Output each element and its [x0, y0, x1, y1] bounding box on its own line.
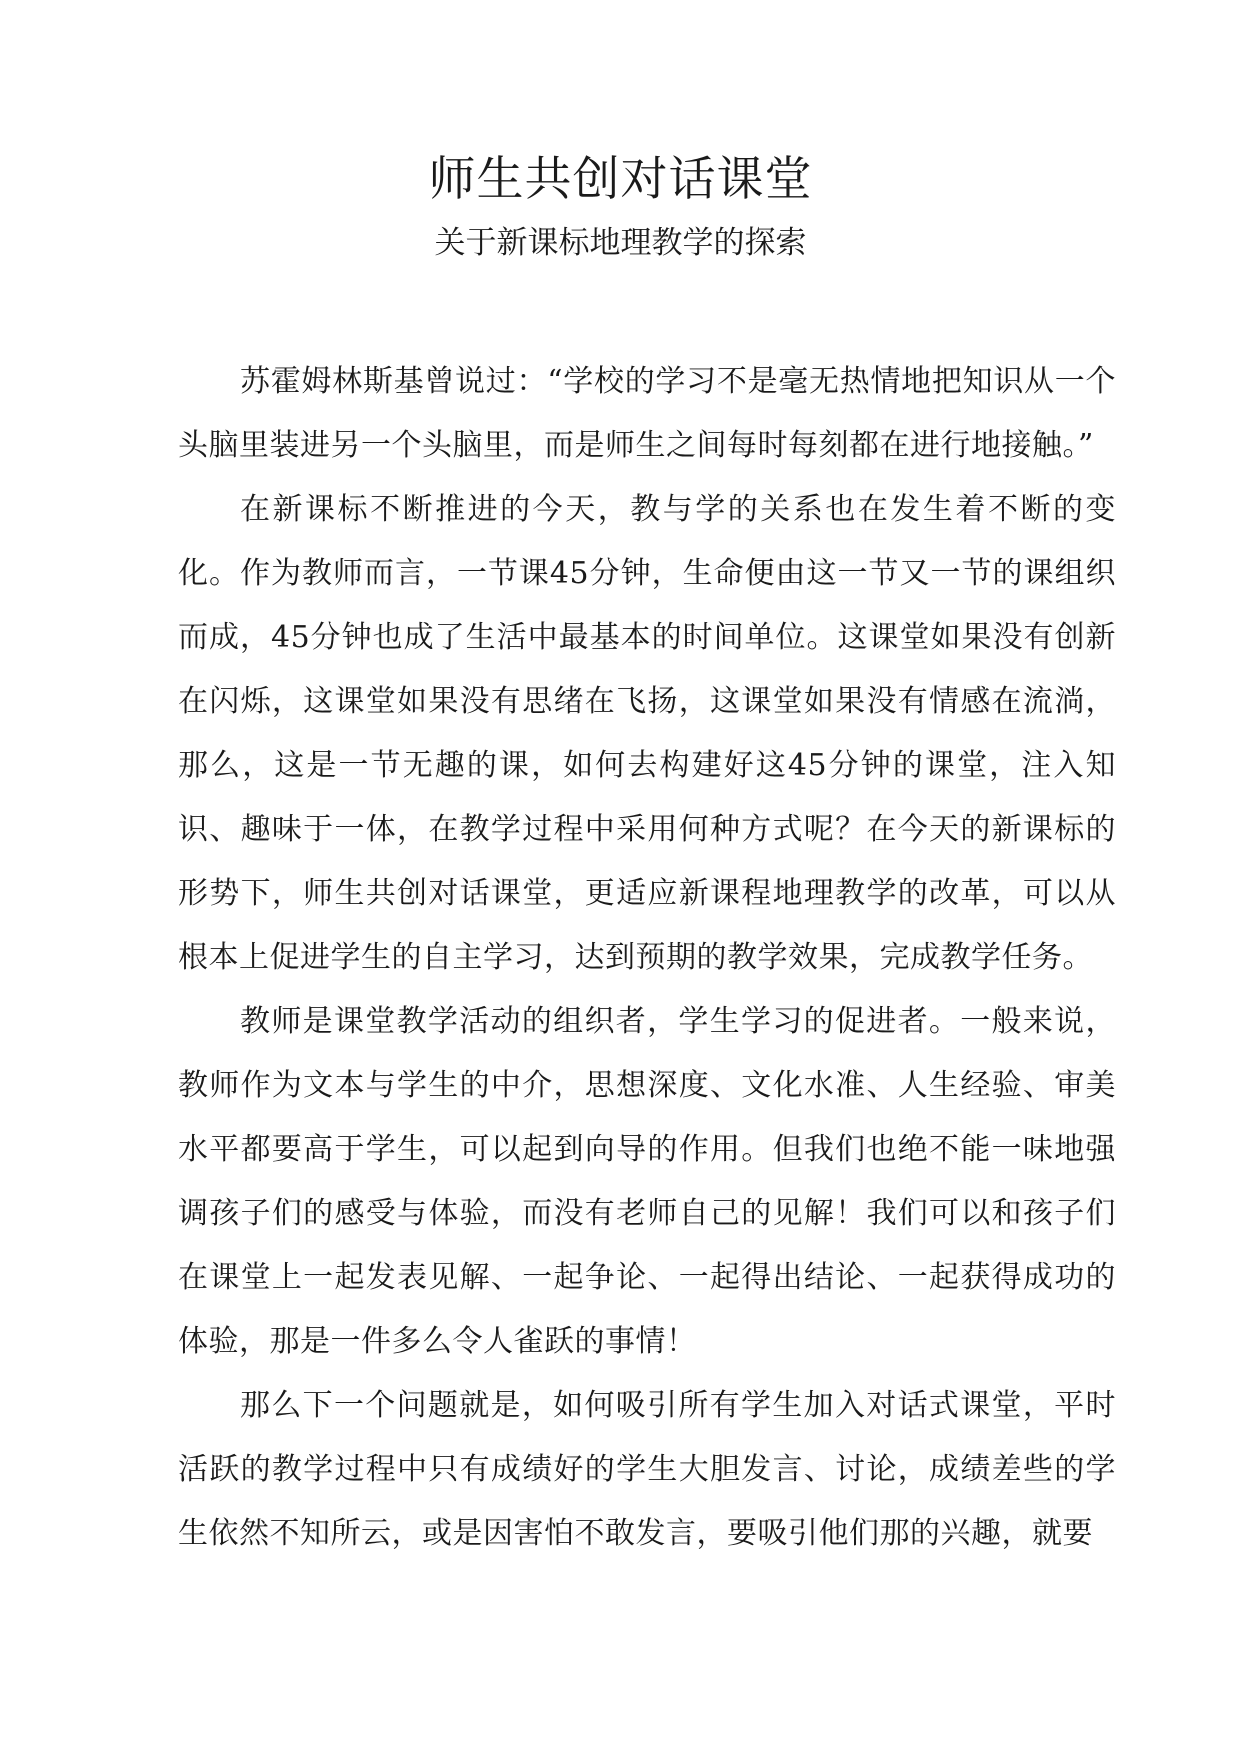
paragraph-classroom-45-minutes: 在新课标不断推进的今天，教与学的关系也在发生着不断的变化。作为教师而言，一节课45分钟，生命便由这一节又一节的课组织而成，45分钟也成了生活中最基本的时间单位。这课堂如果没有创新在闪烁，这课堂如果没有思绪在飞扬，这课堂如果没有情感在流淌，那么，这是一节无趣的课，如何去构建好这45分钟的课堂，注入知识、趣味于一体，在教学过程中采用何种方式呢？在今天的新课标的形势下，师生共创对话课堂，更适应新课程地理教学的改革，可以从根本上促进学生的自主学习，达到预期的教学效果，完成教学任务。 [178, 492, 1116, 975]
document-title: 师生共创对话课堂 [428, 152, 813, 207]
paragraph-quote: 苏霍姆林斯基曾说过：“学校的学习不是毫无热情地把知识从一个头脑里装进另一个头脑里，而是师生之间每时每刻都在进行地接触。” [178, 364, 1116, 463]
document-subtitle: 关于新课标地理教学的探索 [434, 225, 807, 261]
paragraph-teacher-role: 教师是课堂教学活动的组织者，学生学习的促进者。一般来说，教师作为文本与学生的中介，思想深度、文化水准、人生经验、审美水平都要高于学生，可以起到向导的作用。但我们也绝不能一味地强调孩子们的感受与体验，而没有老师自己的见解！我们可以和孩子们在课堂上一起发表见解、一起争论、一起得出结论、一起获得成功的体验，那是一件多么令人雀跃的事情！ [178, 1004, 1116, 1359]
paragraph-attract-students: 那么下一个问题就是，如何吸引所有学生加入对话式课堂，平时活跃的教学过程中只有成绩好的学生大胆发言、讨论，成绩差些的学生依然不知所云，或是因害怕不敢发言，要吸引他们那的兴趣，就要 [178, 1388, 1116, 1551]
document-body [178, 350, 1116, 1566]
